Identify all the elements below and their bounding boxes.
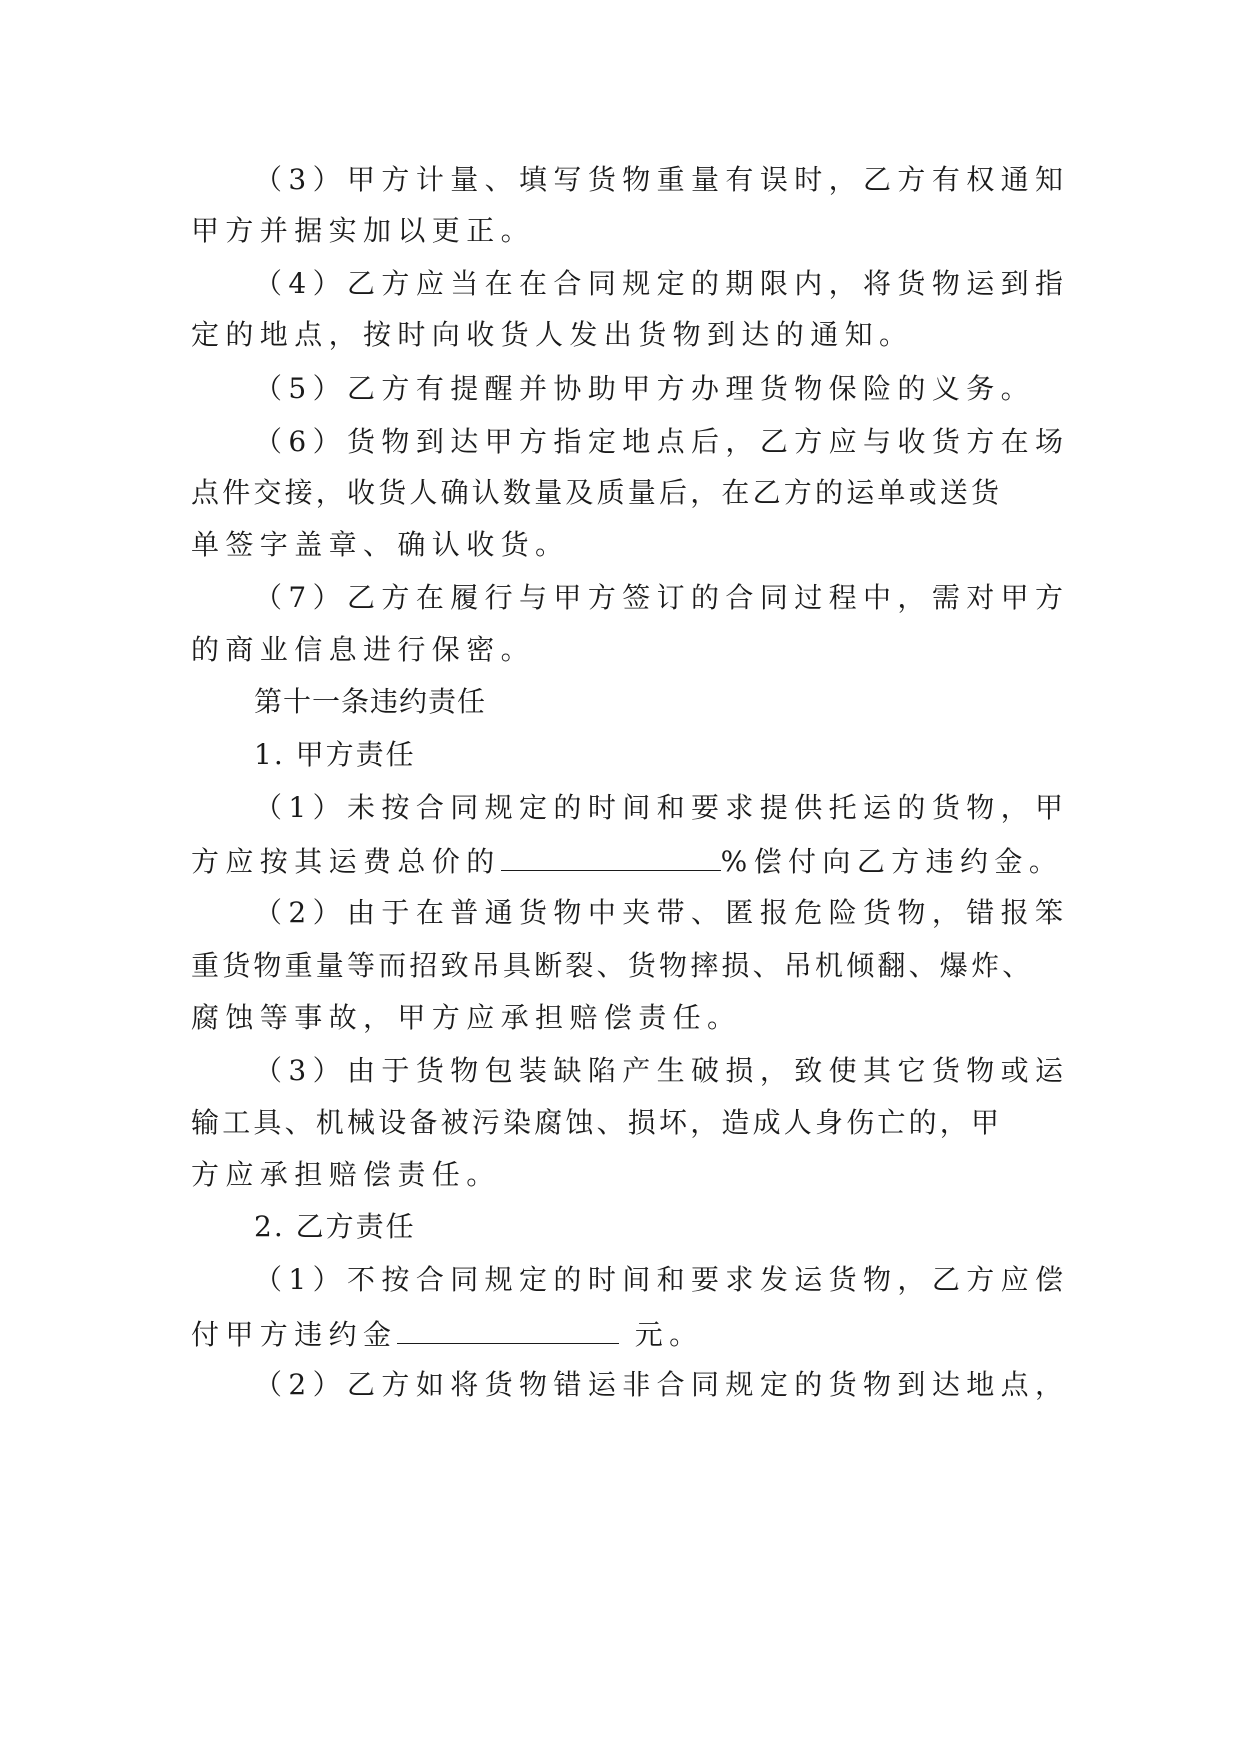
paragraph-line: （1）未按合同规定的时间和要求提供托运的货物，甲 xyxy=(254,791,1070,824)
paragraph-line: （7）乙方在履行与甲方签订的合同过程中，需对甲方 xyxy=(254,581,1070,614)
line-text-after-blank: %偿付向乙方违约金。 xyxy=(720,845,1064,878)
paragraph-line: 腐蚀等事故，甲方应承担赔偿责任。 xyxy=(191,1001,742,1034)
line-text-before-blank: 方应按其运费总价的 xyxy=(191,845,501,878)
paragraph-line: 单签字盖章、确认收货。 xyxy=(191,528,570,561)
paragraph-line: （2）由于在普通货物中夹带、匿报危险货物，错报笨 xyxy=(254,896,1070,929)
paragraph-line: 定的地点，按时向收货人发出货物到达的通知。 xyxy=(191,318,914,351)
section-heading: 1. 甲方责任 xyxy=(254,738,416,771)
paragraph-line: 点件交接，收货人确认数量及质量后，在乙方的运单或送货 xyxy=(191,476,1003,509)
fill-in-blank-amount xyxy=(397,1313,619,1344)
line-text-before-blank: 付甲方违约金 xyxy=(191,1318,398,1351)
section-heading: 2. 乙方责任 xyxy=(254,1210,416,1243)
paragraph-line: 方应承担赔偿责任。 xyxy=(191,1158,501,1191)
paragraph-line-with-blank xyxy=(191,1313,1091,1353)
paragraph-line: （2）乙方如将货物错运非合同规定的货物到达地点， xyxy=(254,1368,1070,1401)
paragraph-line-with-blank xyxy=(191,840,1091,880)
paragraph-line: 输工具、机械设备被污染腐蚀、损坏，造成人身伤亡的，甲 xyxy=(191,1106,1003,1139)
paragraph-line: （5）乙方有提醒并协助甲方办理货物保险的义务。 xyxy=(254,372,1036,405)
fill-in-blank-percent xyxy=(501,840,721,871)
paragraph-line: （4）乙方应当在在合同规定的期限内，将货物运到指 xyxy=(254,267,1070,300)
paragraph-line: 的商业信息进行保密。 xyxy=(191,633,536,666)
paragraph-line: 重货物重量等而招致吊具断裂、货物摔损、吊机倾翻、爆炸、 xyxy=(191,949,1034,982)
paragraph-line: （3）由于货物包装缺陷产生破损，致使其它货物或运 xyxy=(254,1054,1070,1087)
paragraph-line: （1）不按合同规定的时间和要求发运货物，乙方应偿 xyxy=(254,1263,1070,1296)
paragraph-line: （3）甲方计量、填写货物重量有误时，乙方有权通知 xyxy=(254,163,1070,196)
paragraph-line: 甲方并据实加以更正。 xyxy=(191,214,536,247)
line-text-after-blank: 元。 xyxy=(619,1318,704,1351)
paragraph-line: （6）货物到达甲方指定地点后，乙方应与收货方在场 xyxy=(254,425,1070,458)
article-heading: 第十一条违约责任 xyxy=(254,685,487,718)
